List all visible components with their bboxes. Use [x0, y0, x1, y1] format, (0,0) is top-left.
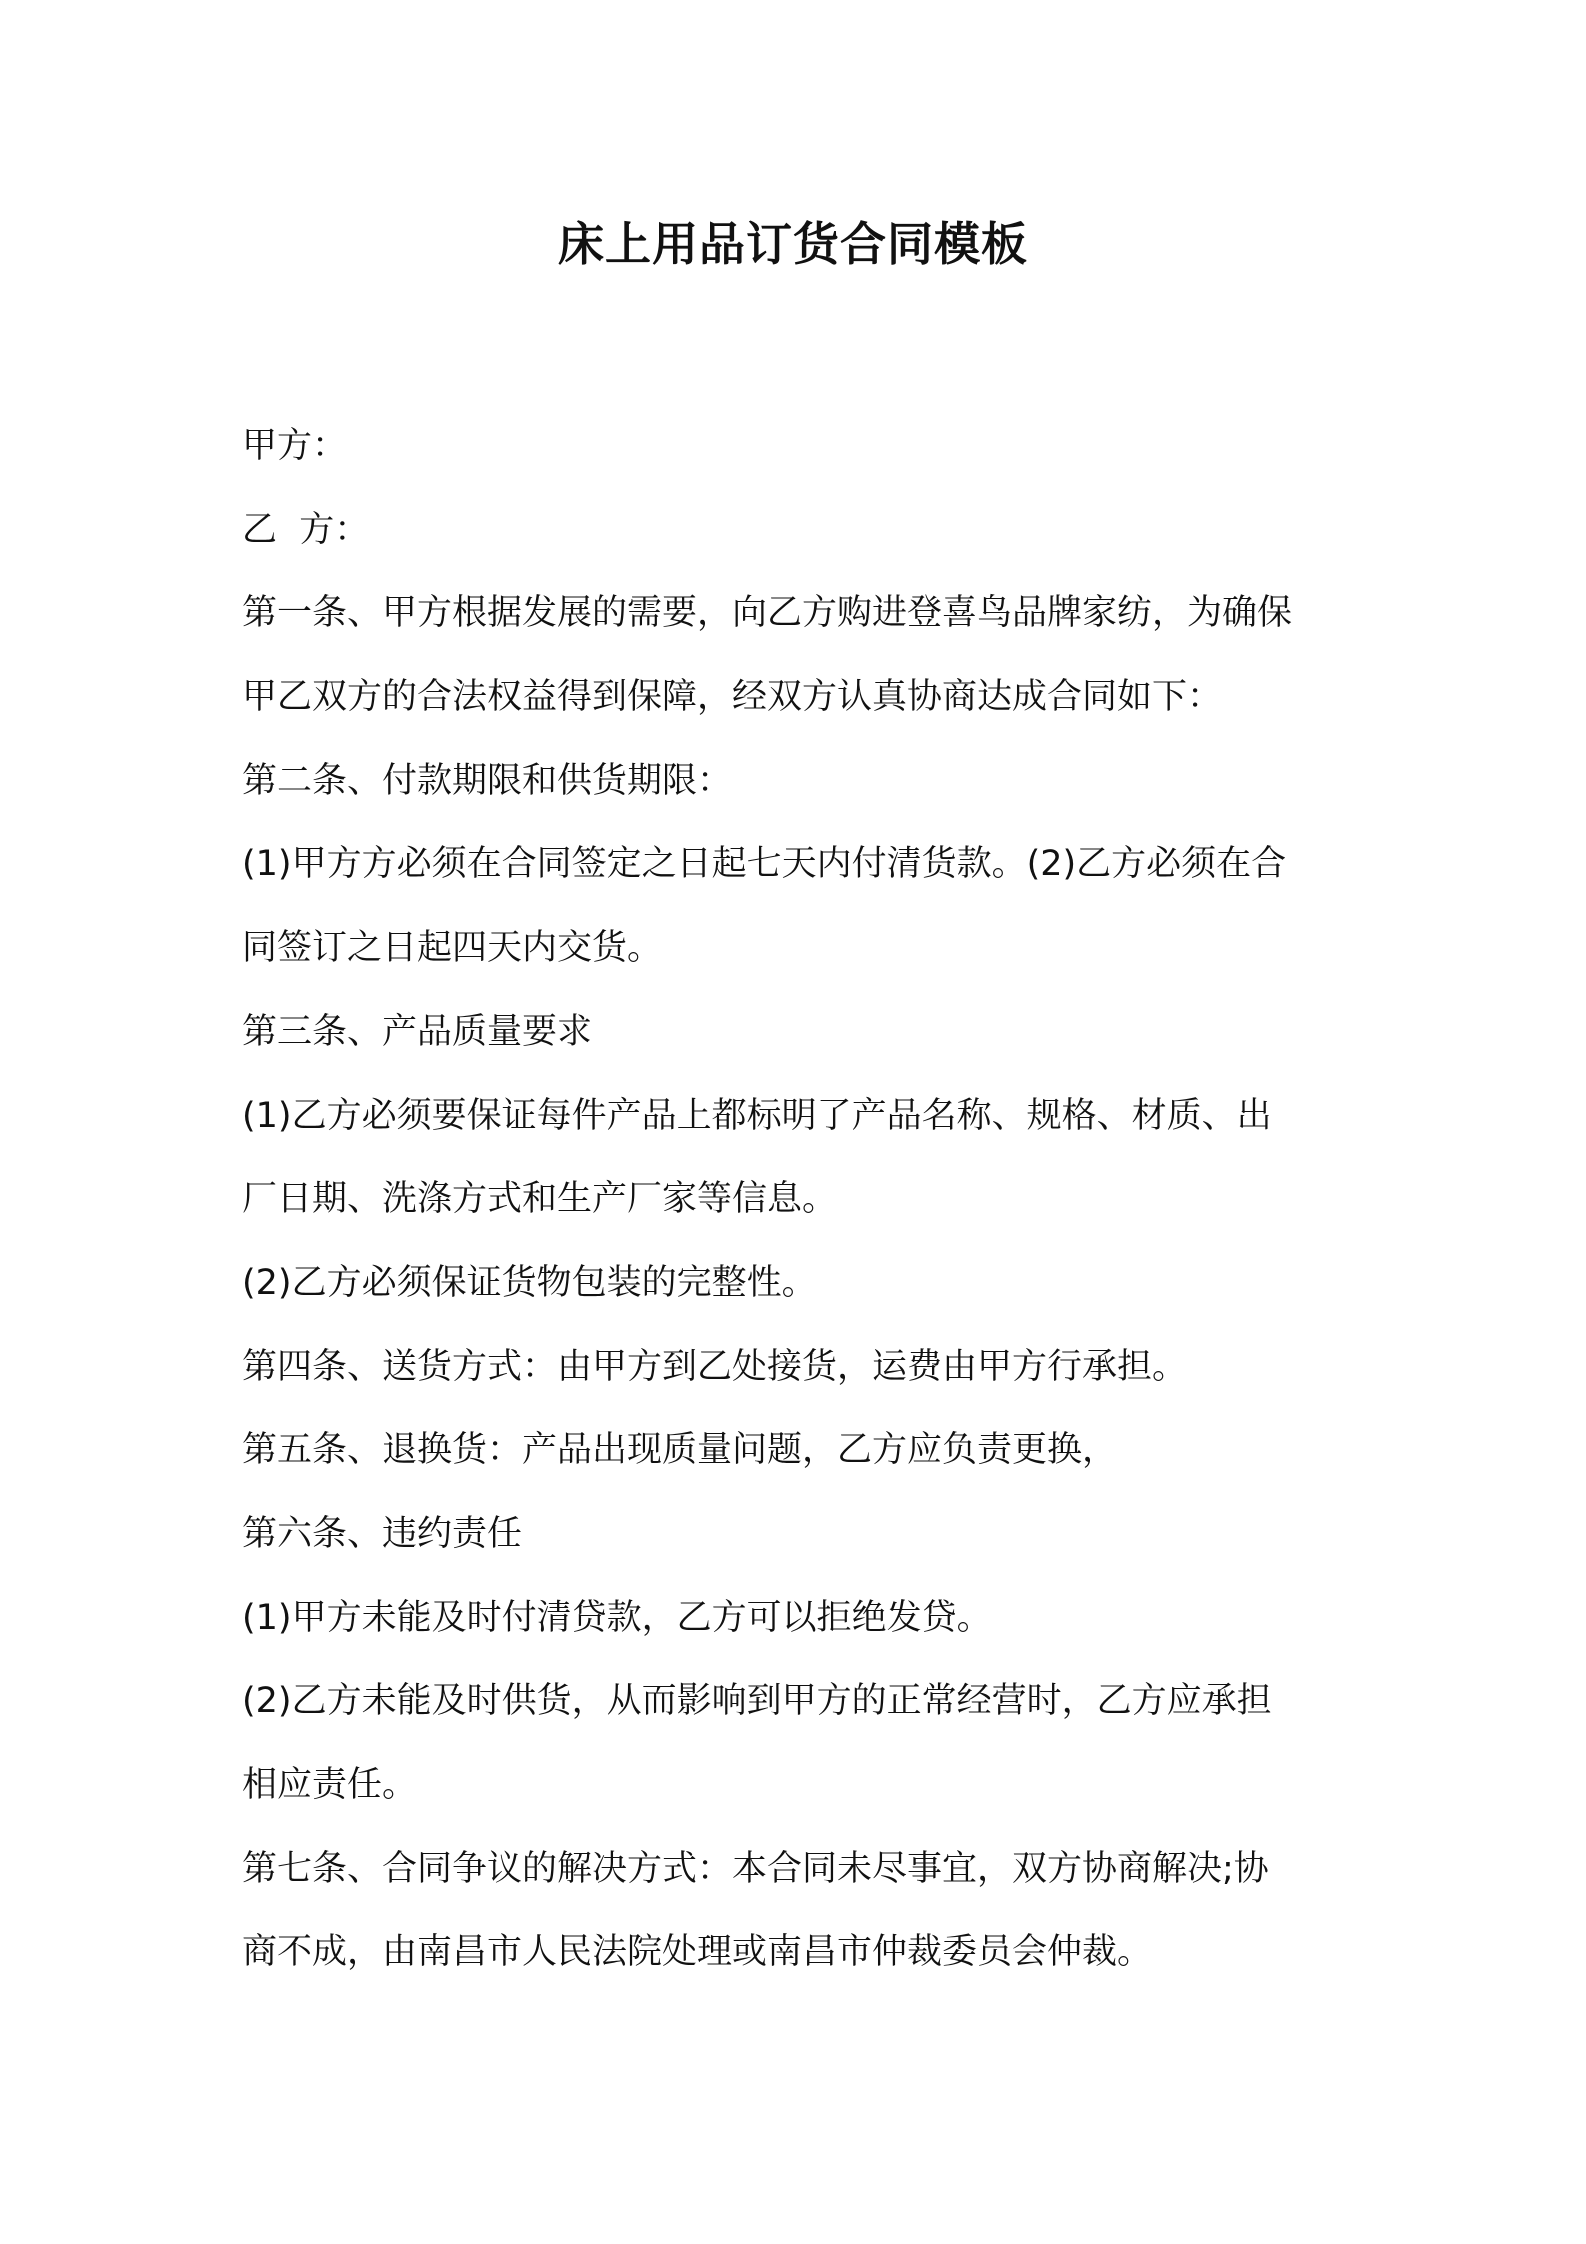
article-3-heading: 第三条、产品质量要求 [242, 1011, 593, 1052]
article-3-line-1: (1)乙方必须要保证每件产品上都标明了产品名称、规格、材质、出 [242, 1095, 1272, 1136]
document-title: 床上用品订货合同模板 [558, 217, 1028, 271]
party-a-line: 甲方： [242, 426, 348, 466]
article-1-line-2: 甲乙双方的合法权益得到保障，经双方认真协商达成合同如下： [242, 677, 1223, 718]
article-1-line-1: 第一条、甲方根据发展的需要，向乙方购进登喜鸟品牌家纺，为确保 [242, 593, 1293, 634]
article-2-line-2: 同签订之日起四天内交货。 [242, 928, 663, 969]
article-6-line-1: (1)甲方未能及时付清贷款，乙方可以拒绝发贷。 [242, 1597, 992, 1638]
article-2-line-1: (1)甲方方必须在合同签定之日起七天内付清货款。(2)乙方必须在合 [242, 844, 1287, 885]
article-6-line-3: 相应责任。 [242, 1765, 418, 1805]
article-7-line-1: 第七条、合同争议的解决方式：本合同未尽事宜，双方协商解决;协 [242, 1848, 1269, 1889]
article-4-line: 第四条、送货方式：由甲方到乙处接货，运费由甲方行承担。 [242, 1346, 1188, 1387]
article-2-heading: 第二条、付款期限和供货期限： [242, 760, 733, 801]
contract-body [242, 405, 1362, 1995]
article-7-line-2: 商不成，由南昌市人民法院处理或南昌市仲裁委员会仲裁。 [242, 1932, 1153, 1973]
article-6-heading: 第六条、违约责任 [242, 1513, 523, 1554]
article-3-line-3: (2)乙方必须保证货物包装的完整性。 [242, 1262, 817, 1303]
article-3-line-2: 厂日期、洗涤方式和生产厂家等信息。 [242, 1179, 838, 1220]
party-b-line: 乙 方： [242, 509, 370, 550]
article-5-line: 第五条、退换货：产品出现质量问题，乙方应负责更换， [242, 1430, 1118, 1471]
article-6-line-2: (2)乙方未能及时供货，从而影响到甲方的正常经营时，乙方应承担 [242, 1681, 1272, 1722]
